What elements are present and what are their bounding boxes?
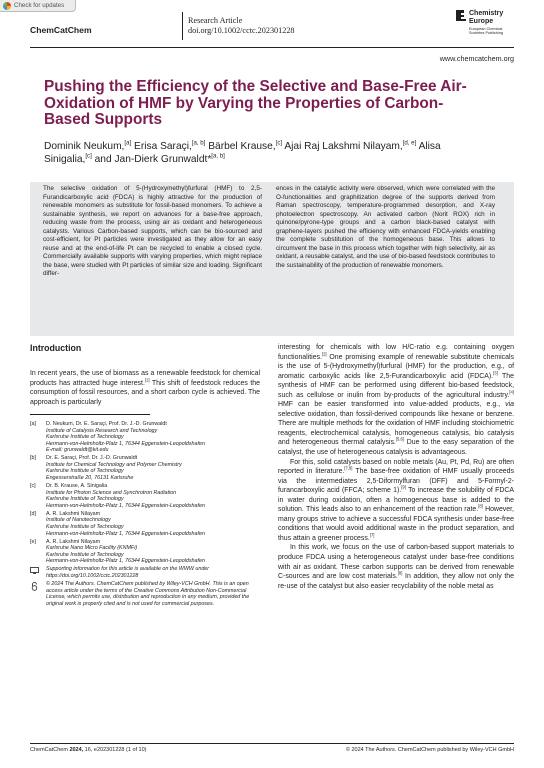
doi-link[interactable]: doi.org/10.1002/cctc.202301228 bbox=[188, 25, 295, 35]
affiliations bbox=[30, 421, 262, 609]
citation[interactable]: [3] bbox=[493, 370, 498, 376]
affiliation-key: [a] bbox=[30, 421, 36, 427]
author-list bbox=[44, 140, 484, 166]
affiliation-item: [a] D. Neukum, Dr. E. Saraçi, Prof. Dr. J.-D. Grunwaldt Institute of Catalysis Research and Technology Karlsruhe Institute of Technology Hermann-von-Helmholtz-Platz 1, 76344 Eggenstein-Leopoldshafen E-mail: grunwaldt@kit.edu bbox=[30, 421, 262, 454]
affiliation-item: [e] A. R. Lakshmi Nilayam Karlsruhe Nano Micro Facility (KNMFi) Karlsruhe Institute of Technology Hermann-von-Helmholtz-Platz 1, 76344 Eggenstein-Leopoldshafen bbox=[30, 538, 205, 565]
paragraph: For this, solid catalysts based on noble metals (Au, Pt, Pd, Ru) are often reported in literature.[7,8] The base-free oxidation of HMF usually proceeds via the intermediates 2,5-Diformylfuran (DFF) and 5-Formyl-2-furancarboxylic acid (FFCA; scheme 1).[9] To increase the solubility of FDCA in water during oxidation, often a homogeneous base is added to the solution. This leads also to an enhancement of the reaction rate.[8] However, many groups strive to achieve a successful FDCA synthesis under base-free conditions that would avoid additional waste in the product separation, and thus attain a greener process.[7] bbox=[278, 458, 514, 542]
author: Erisa Saraçi,[a, b] bbox=[134, 139, 206, 152]
check-for-updates-badge[interactable] bbox=[0, 0, 76, 12]
author: and Jan-Dierk Grunwaldt*[a, b] bbox=[94, 152, 225, 166]
abstract-left-column: The selective oxidation of 5-(Hydroxymethyl)furfural (HMF) to 2,5-Furandicarboxylic acid (FDCA) is highly attractive for the production of renewable monomers as substitute for fossil-based monomers. To achieve a sustainable synthesis, we report on advances for a base-free approach, reducing waste from the process, using air as oxidant and heterogeneous catalysts. Various Carbon-based supports, which can be bio-sourced and cost-efficient, for Pt particles were investigated as they allow for an easy reuse and at the end-of-life Pt can be recycled to enable a closed cycle. Commercially available supports with varying properties, which might replace the base, were studied with Pt particles of similar size and loading. Significant differ- bbox=[43, 185, 262, 278]
chemistry-europe-logo bbox=[456, 10, 522, 44]
monitor-icon bbox=[30, 567, 39, 574]
header-rule bbox=[30, 47, 514, 48]
journal-name: ChemCatChem bbox=[30, 25, 92, 35]
citation[interactable]: [8] bbox=[478, 503, 483, 509]
article-type: Research Article bbox=[188, 16, 243, 25]
author: Bärbel Krause,[c] bbox=[208, 139, 283, 152]
footer-copyright: © 2024 The Authors. ChemCatChem published by Wiley-VCH GmbH bbox=[345, 747, 514, 753]
citation[interactable]: [8] bbox=[397, 570, 403, 576]
paragraph: In recent years, the use of biomass as a renewable feedstock for chemical products has attracted huge interest.[1] This shift of feedstock reduces the consumption of fossil resources, and a short carbon cycle is achieved. The approach is particularly bbox=[30, 370, 261, 406]
affiliation-item: [b] Dr. E. Saraçi, Prof. Dr. J.-D. Grunwaldt Institute for Chemical Technology and Polymer Chemistry Karlsruhe Institute of Technology Engesserstraße 20, 76131 Karlsruhe bbox=[30, 455, 182, 481]
header-divider bbox=[182, 12, 183, 40]
citation[interactable]: [7] bbox=[369, 532, 375, 538]
citation[interactable]: [9] bbox=[401, 484, 406, 490]
citation[interactable]: [5,6] bbox=[395, 437, 404, 443]
citation[interactable]: [4] bbox=[509, 389, 514, 395]
footer-citation: ChemCatChem 2024, 16, e202301228 (1 of 10) bbox=[30, 747, 147, 753]
author: Dominik Neukum,[a] bbox=[44, 139, 132, 152]
supporting-info-note[interactable]: Supporting information for this article is available on the WWW under https://doi.org/10.1002/cctc.202301228 bbox=[30, 566, 262, 579]
chemistry-europe-mark-icon bbox=[456, 10, 466, 21]
paragraph: interesting for chemicals with low H/C-ratio e.g. containing oxygen functionalities.[2] One promising example of renewable substitute chemicals is the use of 5-(Hydroxymethyl)furfural (HMF) for the production, e.g., of aromatic carboxylic acids like 2,5-Furandicarboxylic acid (FDCA).[3] The synthesis of HMF can be performed using different bio-based feedstock, such as cellulose or inulin from by-products of the agricultural industry.[4] HMF can be easier transformed into value-added products, e.g., via selective oxidation, than fossil-derived compounds like hexane or benzene. There are multiple methods for the oxidation of HMF including stoichiometric reagents, electrochemical catalysis, homogeneous catalysis, bio catalysis and heterogeneous thermal catalysis.[5,6] Due to the easy separation of the catalyst, the use of heterogeneous catalysis is advantageous. bbox=[278, 344, 515, 457]
citation[interactable]: [1] bbox=[144, 377, 150, 383]
abstract-right-column: ences in the catalytic activity were observed, which were correlated with the O-functionalities and graphitization degree of the supports derived from Raman spectroscopy, temperature-programmed desorption, and X-ray photoelectron spectroscopy. An activated carbon (Norit ROX) rich in quinone/pyrone-type groups and a carbon black-based catalyst with graphene-layers pushed the efficiency with enhanced FDCA-yields enabling the complete substitution of the homogeneous base. This allows to circumvent the base in this process which together with high selectivity, air as oxidant, a reusable catalyst, and the use of bio-based feedstock contributes to the sustainability of the production of renewable monomers. bbox=[276, 185, 495, 269]
logo-subtitle bbox=[469, 27, 521, 36]
affiliation-item: [d] A. R. Lakshmi Nilayam Institute of Nanotechnology Karlsruhe Institute of Technology Hermann-von-Helmholtz-Platz 1, 76344 Eggenstein-Leopoldshafen bbox=[30, 510, 205, 537]
article-title: Pushing the Efficiency of the Selective and Base-Free Air-Oxidation of HMF by Varying the Properties of Carbon-Based Supports bbox=[44, 78, 467, 129]
affiliation-key: [d] bbox=[30, 510, 36, 517]
citation[interactable]: [7,8] bbox=[344, 465, 353, 471]
badge-label: Check for updates bbox=[14, 2, 65, 9]
logo-line-1: Chemistry bbox=[469, 10, 504, 17]
open-access-icon bbox=[30, 582, 39, 591]
body-right-column bbox=[278, 343, 514, 591]
affiliation-rule bbox=[30, 414, 150, 415]
affiliation-item: [c] Dr. B. Krause, A. Sinigalia Institute for Photon Science and Synchrotron Radiation Karlsruhe Institute of Technology Hermann-von-Helmholtz-Platz 1, 76344 Eggenstein-Leopoldshafen bbox=[30, 483, 205, 509]
check-updates-icon bbox=[3, 2, 11, 10]
affiliation-key: [c] bbox=[30, 483, 36, 490]
affiliation-key: [e] bbox=[30, 538, 36, 545]
logo-sub-1: European Chemical bbox=[469, 27, 503, 31]
logo-line-2: Europe bbox=[469, 17, 494, 25]
license-note: © 2024 The Authors. ChemCatChem published by Wiley-VCH GmbH. This is an open access article under the terms of the Creative Commons Attribution Non-Commercial License, which permits use, distribution and reproduction in any medium, provided the original work is properly cited and is not used for commercial purposes. bbox=[30, 581, 262, 607]
email-link[interactable]: E-mail: grunwaldt@kit.edu bbox=[46, 447, 109, 454]
introduction-heading: Introduction bbox=[30, 343, 82, 353]
footer-rule bbox=[30, 743, 514, 744]
journal-website-link[interactable]: www.chemcatchem.org bbox=[439, 54, 514, 63]
introduction-text bbox=[30, 369, 260, 407]
affiliation-key: [b] bbox=[30, 455, 36, 462]
paragraph: In this work, we focus on the use of carbon-based support materials to produce FDCA using a heterogeneous catalyst under base-free conditions with air as oxidant. These carbon supports can be derived from renewable C-sources and are low cost materials.[8] In addition, they allow not only the re-use of the catalyst but also easier recyclability of the noble metal as bbox=[278, 544, 514, 590]
logo-sub-2: Societies Publishing bbox=[469, 31, 503, 36]
citation[interactable]: [2] bbox=[321, 351, 327, 357]
author: Ajai Raj Lakshmi Nilayam,[d, e] bbox=[284, 139, 417, 152]
author: Alisa Sinigalia,[c] bbox=[44, 141, 441, 166]
